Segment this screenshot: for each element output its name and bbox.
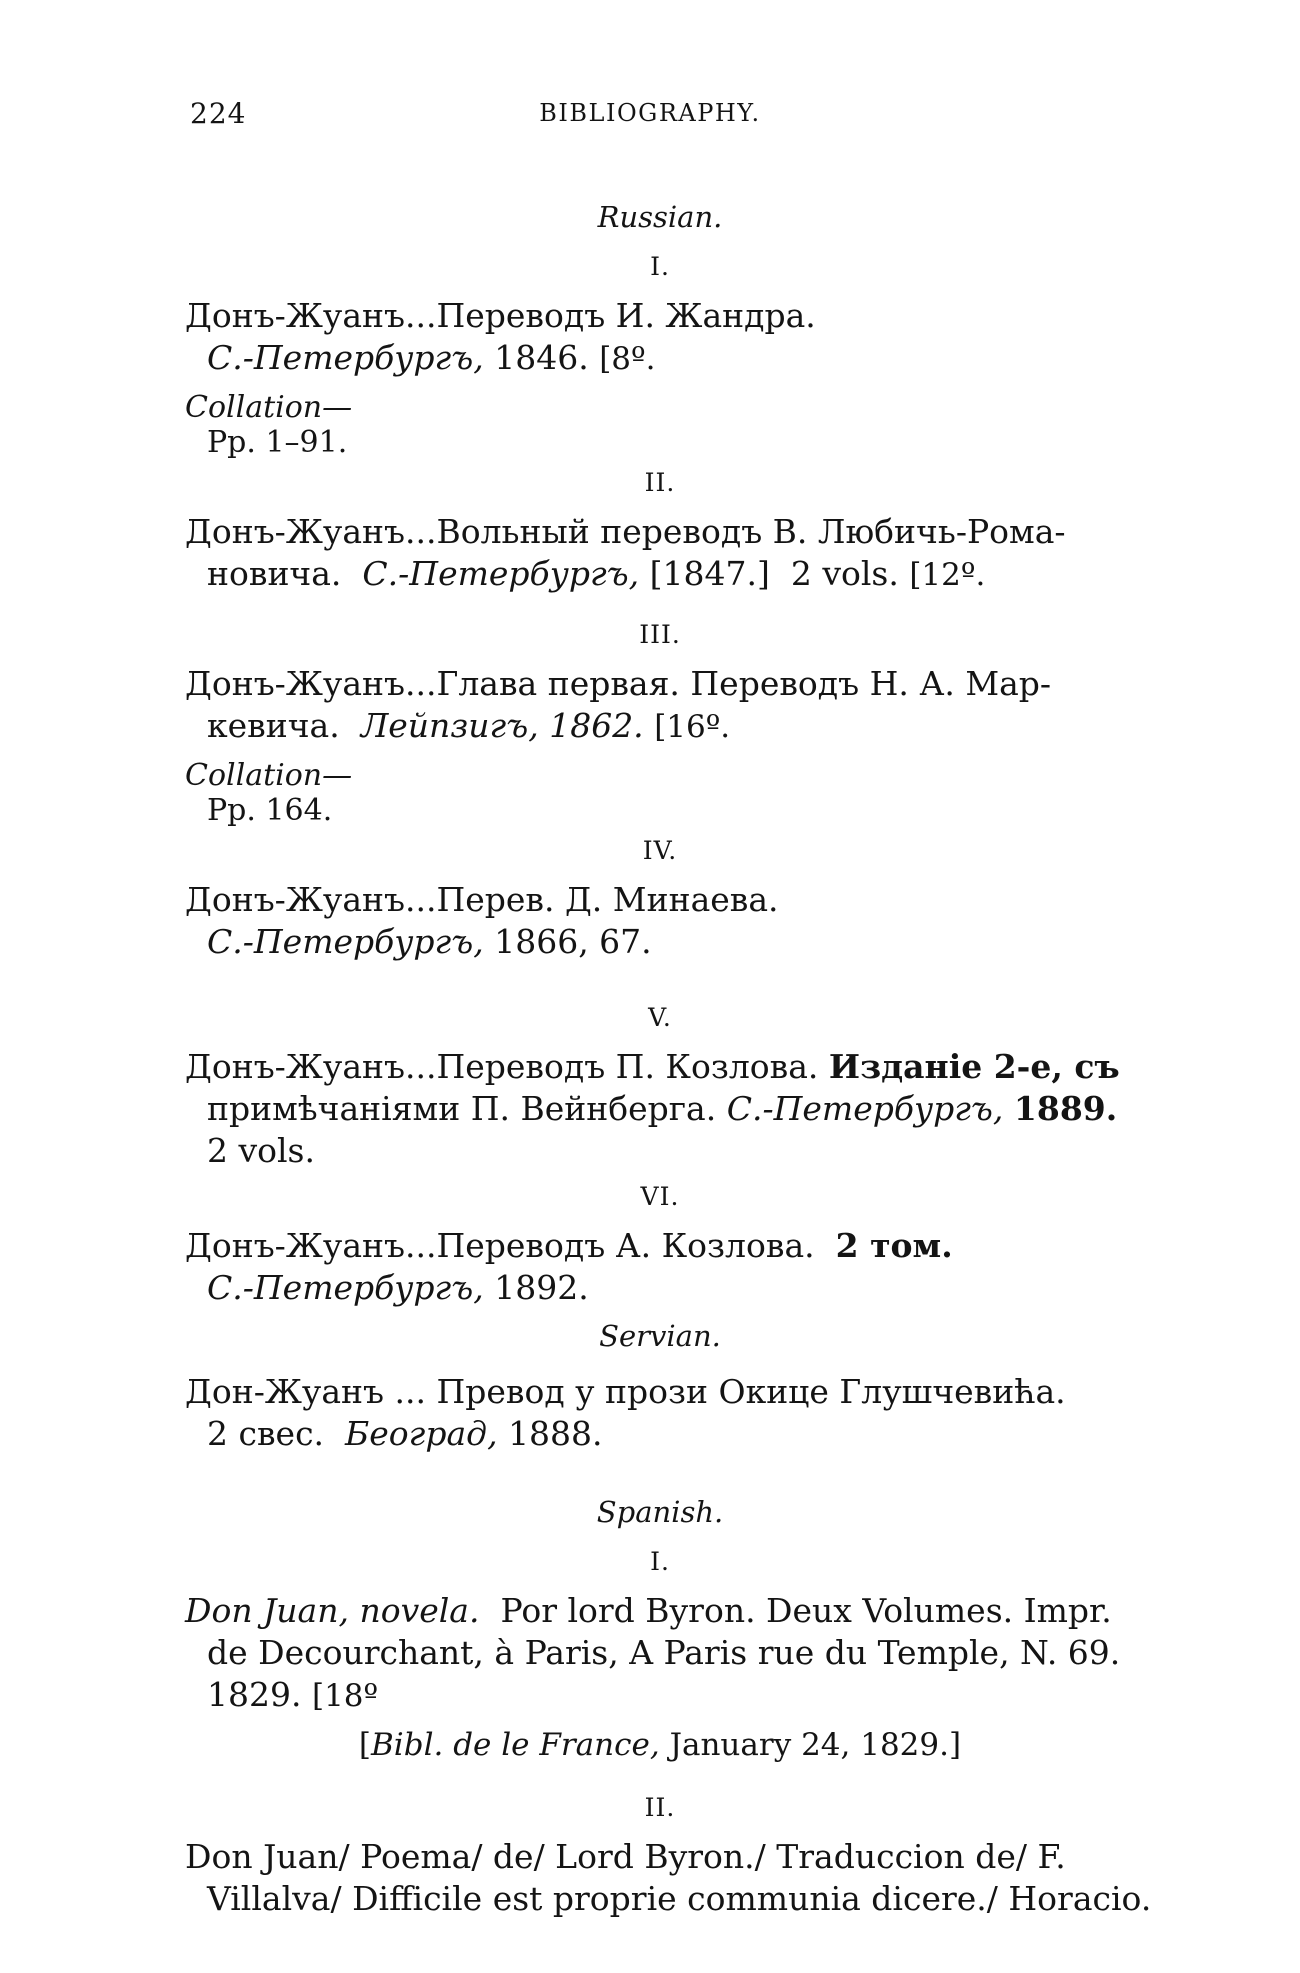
entry-place: С.-Петербургъ, xyxy=(207,1268,484,1307)
entry-numeral: IV. xyxy=(642,836,678,865)
entry-volumes: 2 vols. xyxy=(790,554,899,593)
running-head xyxy=(0,97,1300,137)
section-heading-russian: Russian. xyxy=(597,200,723,234)
entry-year: 1846. xyxy=(494,338,589,377)
entry-line xyxy=(185,337,1135,380)
entry-year: 1829. xyxy=(207,1675,302,1714)
collation-label: Collation— xyxy=(185,390,353,425)
entry-line xyxy=(185,1413,1135,1455)
page-body xyxy=(185,200,1152,1930)
entry-numeral: VI. xyxy=(640,1182,680,1211)
entry-numeral: I. xyxy=(650,252,670,281)
page-number: 224 xyxy=(190,97,247,130)
entry-format: [16º. xyxy=(654,709,731,745)
collation-value: Pp. 1–91. xyxy=(207,425,348,460)
section-heading-spanish: Spanish. xyxy=(596,1495,724,1529)
entry-line: Донъ-Жуанъ...Вольный переводъ В. Любичь-Рома- xyxy=(185,512,1066,551)
entry-line: Дон-Жуанъ ... Превод у прози Окице Глушчевића. xyxy=(185,1372,1066,1411)
entry-place: С.-Петербургъ, xyxy=(362,554,640,593)
entry-line xyxy=(185,1225,1135,1267)
entry-place: Лейпзигъ, xyxy=(360,706,539,745)
entry-volumes: 2 vols. xyxy=(207,1131,315,1170)
entry-line xyxy=(185,553,1135,596)
bibliography-entry xyxy=(185,663,1135,748)
entry-line: Донъ-Жуанъ...Переводъ И. Жандра. xyxy=(185,296,816,335)
entry-text: Донъ-Жуанъ...Переводъ П. Козлова. xyxy=(185,1047,819,1086)
entry-year: 1889. xyxy=(1013,1089,1118,1128)
entry-year: 1892. xyxy=(494,1268,589,1307)
entry-text: Por lord Byron. Deux Volumes. Impr. xyxy=(500,1591,1112,1630)
entry-format: [12º. xyxy=(909,557,986,593)
entry-edition: Изданіе 2-е, съ xyxy=(828,1047,1120,1086)
collation-value: Pp. 164. xyxy=(207,793,333,828)
entry-line xyxy=(185,1046,1135,1088)
entry-numeral: V. xyxy=(648,1003,672,1032)
entry-line xyxy=(185,1088,1135,1130)
entry-line: Villalva/ Difficile est proprie communia dicere./ Horacio. xyxy=(207,1879,1152,1918)
entry-year: 1888. xyxy=(508,1414,603,1453)
entry-volumes: 2 свес. xyxy=(207,1414,325,1453)
entry-volumes: 2 том. xyxy=(835,1226,953,1265)
entry-text: кевича. xyxy=(207,706,340,745)
entry-numeral: II. xyxy=(644,468,676,497)
entry-line xyxy=(185,1674,1135,1717)
entry-line: de Decourchant, à Paris, A Paris rue du Temple, N. 69. xyxy=(207,1633,1121,1672)
entry-place: С.-Петербургъ, xyxy=(207,922,484,961)
bibliography-entry xyxy=(185,1225,1135,1309)
entry-line xyxy=(185,921,1135,963)
reference-date: January 24, 1829.] xyxy=(669,1727,962,1763)
entry-line: Донъ-Жуанъ...Перев. Д. Минаева. xyxy=(185,880,779,919)
bibliography-entry xyxy=(185,1371,1135,1455)
section-heading-servian: Servian. xyxy=(599,1319,721,1353)
entry-line: Донъ-Жуанъ...Глава первая. Переводъ Н. А. Мар- xyxy=(185,664,1052,703)
entry-line xyxy=(185,1590,1135,1632)
entry-text: Донъ-Жуанъ...Переводъ А. Козлова. xyxy=(185,1226,815,1265)
entry-line xyxy=(185,705,1135,748)
collation-label: Collation— xyxy=(185,758,353,793)
running-title: BIBLIOGRAPHY. xyxy=(539,99,761,127)
bibliography-entry xyxy=(185,295,1135,380)
bibliography-entry xyxy=(185,1836,1152,1920)
entry-line: Don Juan/ Poema/ de/ Lord Byron./ Traduccion de/ F. xyxy=(185,1837,1066,1876)
bibliography-entry xyxy=(185,511,1135,596)
entry-numeral: II. xyxy=(644,1793,676,1822)
entry-text: примѣчаніями П. Вейнберга. xyxy=(207,1089,717,1128)
reference-journal: Bibl. de le France, xyxy=(371,1727,660,1763)
entry-text: новича. xyxy=(207,554,342,593)
bibliography-entry xyxy=(185,1046,1135,1172)
bibliography-entry xyxy=(185,879,1135,963)
entry-year: 1866, 67. xyxy=(494,922,652,961)
entry-line xyxy=(185,1267,1135,1309)
entry-place: С.-Петербургъ, xyxy=(726,1089,1004,1128)
entry-format: [18º xyxy=(311,1678,379,1714)
bibliographic-reference: [Bibl. de le France, January 24, 1829.] xyxy=(358,1727,962,1763)
entry-year: [1847.] xyxy=(649,554,770,593)
entry-numeral: I. xyxy=(650,1547,670,1576)
entry-place: С.-Петербургъ, xyxy=(207,338,484,377)
entry-title: Don Juan, novela. xyxy=(185,1591,480,1630)
entry-year: 1862. xyxy=(549,706,644,745)
bibliography-entry xyxy=(185,1590,1135,1717)
entry-numeral: III. xyxy=(639,620,681,649)
entry-place: Београд, xyxy=(345,1414,498,1453)
entry-format: [8º. xyxy=(599,341,656,377)
